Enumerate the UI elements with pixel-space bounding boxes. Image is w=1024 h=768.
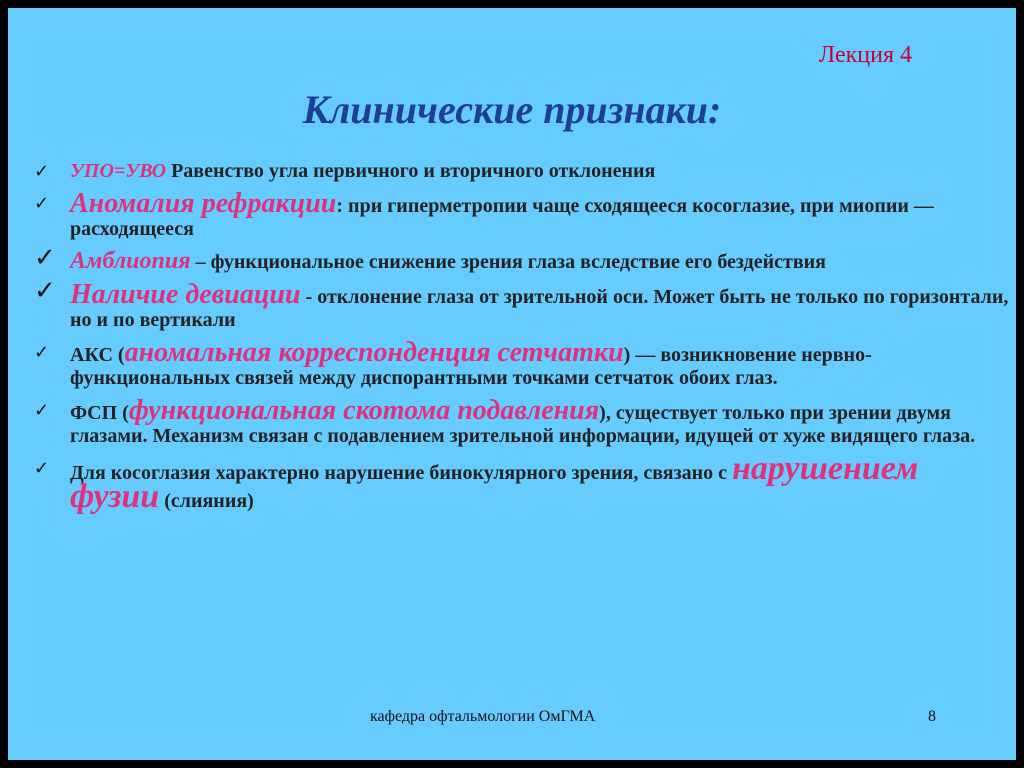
lecture-label: Лекция 4 [818,42,912,68]
term: УПО=УВО [70,160,167,182]
footer-department: кафедра офтальмологии ОмГМА [370,708,596,725]
checkmark-icon: ✓ [34,342,50,363]
item-text: - отклонение глаза от зрительной оси. Может быть не только по горизонтали, но и по вертикали [70,286,1009,331]
list-item [34,160,1009,183]
list-item [34,450,1009,515]
item-text: : при гиперметропии чаще сходящееся косоглазие, при миопии — расходящееся [70,195,934,240]
page-number: 8 [928,708,936,725]
term: аномальная корреспонденция сетчатки [124,337,624,368]
checkmark-icon: ✓ [34,161,50,182]
item-text: Равенство угла первичного и вторичного отклонения [166,160,656,182]
term: Аномалия рефракции [70,188,337,219]
term: Наличие девиации [70,279,301,310]
checkmark-icon: ✓ [34,243,56,273]
list-item [34,337,1009,390]
list-item [34,395,1009,448]
signs-list [34,160,1009,522]
term: нарушением фузии [70,450,919,515]
item-text: – функциональное снижение зрения глаза вследствие его бездействия [190,251,826,273]
item-prefix: АКС ( [70,344,125,366]
item-prefix: ФСП ( [70,402,129,424]
checkmark-icon: ✓ [34,193,50,214]
item-text: (слияния) [159,490,254,512]
item-text: ), существует только при зрении двумя глазами. Механизм связан с подавлением зрительной информации, идущей от хуже видящего глаза. [70,402,976,447]
checkmark-icon: ✓ [34,276,56,306]
list-item [34,276,1009,332]
checkmark-icon: ✓ [34,400,50,421]
slide-title: Клинические признаки: [302,87,722,132]
list-item [34,188,1009,241]
item-text: ) — возникновение нервно-функциональных связей между диспорантными точками сетчаток обоих глаз. [70,344,872,389]
list-item [34,243,1009,274]
term: Амблиопия [70,248,191,274]
checkmark-icon: ✓ [34,458,50,479]
item-prefix: Для косоглазия характерно нарушение бинокулярного зрения, связано с [70,462,733,484]
term: функциональная скотома подавления [128,395,600,426]
